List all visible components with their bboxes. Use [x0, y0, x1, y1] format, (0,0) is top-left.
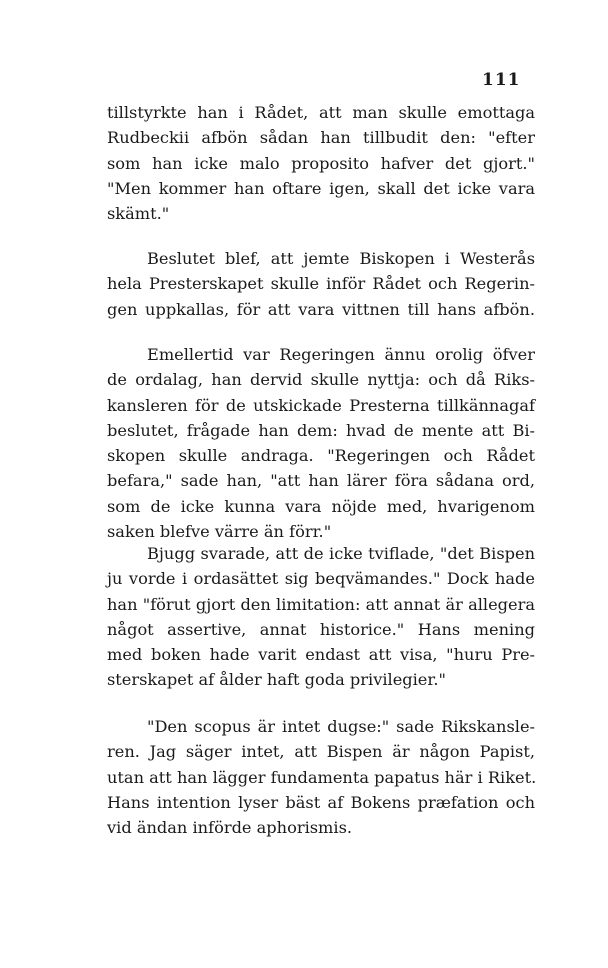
paragraph-2 — [107, 246, 535, 322]
text-line: "Den scopus är intet dugse:" sade Rikskansle- — [147, 717, 535, 736]
text-line: saken blefve värre än förr." — [107, 522, 332, 542]
text-line: något assertive, annat historice." Hans mening — [107, 619, 535, 639]
text-line: sterskapet af ålder haft goda privilegier." — [107, 670, 446, 690]
text-line: Beslutet blef, att jemte Biskopen i Westerås — [147, 249, 535, 268]
text-line: vid ändan införde aphorismis. — [107, 818, 353, 838]
paragraph-5 — [107, 714, 535, 840]
text-line: ren. Jag säger intet, att Bispen är någon Papist, — [107, 742, 535, 762]
text-line: utan att han lägger fundamenta papatus här i Riket. — [107, 767, 537, 787]
text-line: tillstyrkte han i Rådet, att man skulle emottaga — [107, 103, 535, 122]
page-number: 111 — [482, 70, 521, 90]
text-line: skämt." — [107, 204, 170, 224]
paragraph-4 — [107, 541, 535, 693]
text-line: Bjugg svarade, att de icke tviflade, "det Bispen — [147, 544, 535, 563]
text-line: skopen skulle andraga. "Regeringen och Rådet — [107, 446, 535, 466]
text-line: beslutet, frågade han dem: hvad de mente att Bi- — [107, 420, 535, 440]
text-line: gen uppkallas, för att vara vittnen till hans afbön. — [107, 299, 535, 319]
text-line: befara," sade han, "att han lärer föra sådana ord, — [107, 471, 535, 491]
text-line: som han icke malo proposito hafver det gjort." — [107, 153, 535, 173]
text-line: med boken hade varit endast att visa, "huru Pre- — [107, 645, 535, 665]
paragraph-1 — [107, 100, 535, 226]
text-line: han "förut gjort den limitation: att annat är allegera — [107, 594, 535, 614]
text-line: ju vorde i ordasättet sig beqvämandes." Dock hade — [107, 569, 535, 589]
paragraph-3 — [107, 342, 535, 544]
text-line: som de icke kunna vara nöjde med, hvarigenom — [107, 496, 535, 516]
text-line: hela Presterskapet skulle inför Rådet och Regerin- — [107, 274, 535, 294]
text-line: Hans intention lyser bäst af Bokens præfation och — [107, 792, 535, 812]
text-line: Emellertid var Regeringen ännu orolig öfver — [147, 345, 535, 364]
text-line: Rudbeckii afbön sådan han tillbudit den: "efter — [107, 128, 535, 148]
text-line: de ordalag, han dervid skulle nyttja: och då Riks- — [107, 370, 535, 390]
text-line: "Men kommer han oftare igen, skall det icke vara — [107, 178, 535, 198]
text-line: kansleren för de utskickade Presterna tillkännagaf — [107, 395, 535, 415]
